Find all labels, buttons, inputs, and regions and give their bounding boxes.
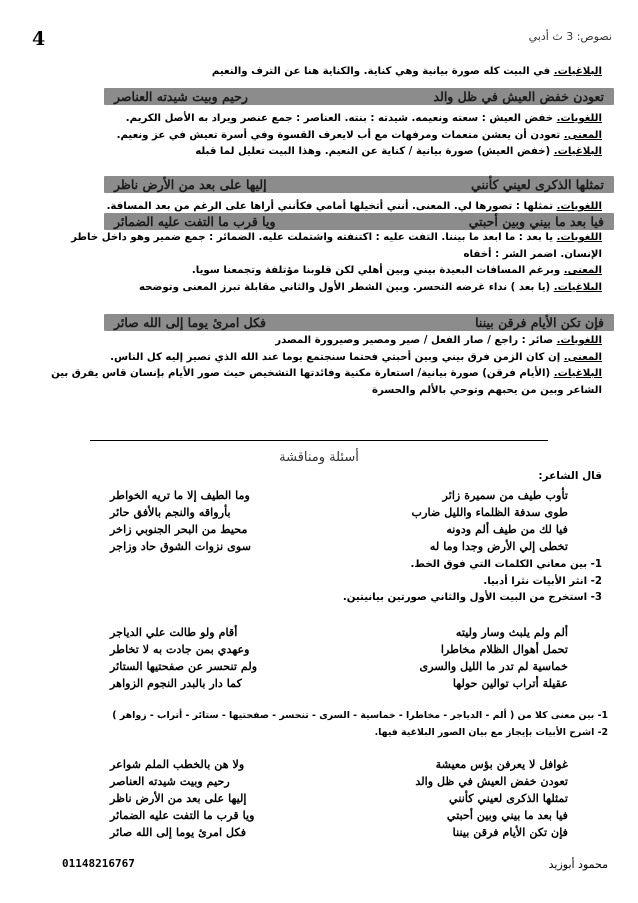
verse-hemistich-second: أقام ولو طالت علي الدياجر <box>110 625 238 639</box>
page-number: 4 <box>32 28 46 50</box>
note-text: تعودن أن يعشن منعمات ومرفهات مع أب لايعرف القسوة وفي أسرة تعيش في عز ونعيم. <box>116 129 564 141</box>
note-line <box>28 144 602 161</box>
verse-band-4 <box>104 314 614 331</box>
verse1-notes <box>28 111 602 161</box>
poem-verse <box>110 642 568 656</box>
section-divider <box>90 440 548 441</box>
verse-hemistich-second: محيط من البحر الجنوبي زاخر <box>110 522 248 536</box>
poem-verse <box>110 825 568 839</box>
question-item: 1- بين معاني الكلمات التي فوق الخط. <box>410 559 602 570</box>
question-list-2 <box>14 708 608 741</box>
verse-hemistich-first: تمثلها الذكرى لعيني كأنني <box>449 791 568 805</box>
verse-hemistich-first: تأوب طيف من سميرة زائر <box>442 488 568 502</box>
verse-hemistich-first: تحمل أهوال الظلام مخاطرا <box>440 642 568 656</box>
note-label: اللغويات. <box>556 232 602 243</box>
poem-verse <box>110 757 568 771</box>
note-label: اللغويات. <box>556 113 602 124</box>
verse-band-3 <box>104 213 614 230</box>
verse-hemistich-second: فكل امرئ يوما إلى الله صائر <box>110 825 247 839</box>
note-label: البلاغيات. <box>553 66 602 77</box>
note-text: (الأيام فرقن) صورة بيانية/ استعارة مكنية وفائدتها التشخيص حيث صور الأيام بإنسان قاس يفرق بين <box>51 368 554 379</box>
verse-hemistich-first: فيا بعد ما بيني وبين أحبتي <box>446 808 568 822</box>
note-text: تمثلها : تصورها لي. المعنى. أنني أتخيلها أمامي فكأنني أراها على الرغم من بعد المسافة. <box>106 201 557 212</box>
note-line <box>22 366 602 383</box>
question-item: 2- انثر الأبيات نثرا أدبيا. <box>483 575 602 587</box>
note-text: إن كان الزمن فرق بيني وبين أحبتي فحتما سنجتمع يوما عند الله الذي تصير إليه كل الناس. <box>110 351 564 363</box>
verse-hemistich-first: فإن تكن الأيام فرقن بيننا <box>475 315 604 330</box>
verse-hemistich-first: عقيلة أتراب توالين حولها <box>452 676 568 690</box>
note-line <box>22 247 602 264</box>
poem-verse <box>110 791 568 805</box>
question-item: 1- بين معنى كلا من ( ألم - الدياجر - مخاطرا - خماسية - السرى - تنحسر - صفحتيها - ستائر - أتراب - زواهر ) <box>112 710 608 721</box>
verse3-notes <box>22 230 602 296</box>
header-title: نصوص: 3 ث أدبي <box>528 30 612 43</box>
questions-title: أسئلة ومناقشة <box>279 450 359 465</box>
note-label: المعنى. <box>563 129 602 141</box>
note-line <box>22 230 602 247</box>
footer-phone: 01148216767 <box>62 857 135 870</box>
note-label: البلاغيات. <box>553 281 602 293</box>
poem-verse <box>110 676 568 690</box>
intro-line <box>28 64 602 81</box>
question-item: 2- اشرح الأبيات بإيجاز مع بيان الصور البلاغية فيها. <box>374 726 608 738</box>
poet-label: قال الشاعر: <box>538 470 602 482</box>
poem-verse <box>110 774 568 788</box>
note-label: البلاغيات. <box>553 146 602 157</box>
verse-hemistich-second: كما دار بالبدر النجوم الزواهر <box>110 676 242 690</box>
note-label: اللغويات. <box>556 335 602 346</box>
note-text: وبرغم المسافات البعيدة بيني وبين أهلي لكن قلوبنا مؤتلفة وتجمعنا سويا. <box>191 265 564 276</box>
verse-hemistich-second: إليها على بعد من الأرض ناظر <box>110 791 247 805</box>
verse-hemistich-second: ولم تنحسر عن صفحتيها الستائر <box>110 659 258 673</box>
note-label: المعنى. <box>563 351 602 363</box>
note-line <box>22 383 602 400</box>
verse-hemistich-first: فيا بعد ما بيني وبين أحبتي <box>468 214 604 229</box>
verse-hemistich-second: وعهدي بمن جادت به لا تخاطر <box>110 642 250 656</box>
verse-hemistich-first: تعودن خفض العيش في ظل والد <box>433 89 604 104</box>
verse-hemistich-first: تخطى إلي الأرض وجدا وما له <box>429 539 568 553</box>
note-label: البلاغيات. <box>553 368 602 379</box>
poem-verse <box>110 522 568 536</box>
note-line <box>22 333 602 350</box>
note-line <box>22 280 602 297</box>
verse-hemistich-second: إليها على بعد من الأرض ناظر <box>114 177 267 192</box>
verse-hemistich-second: وما الطيف إلا ما تريه الخواطر <box>110 488 250 502</box>
verse-hemistich-second: فكل امرئ يوما إلى الله صائر <box>114 315 267 330</box>
verse-hemistich-first: خماسية لم تدر ما الليل والسرى <box>419 659 568 673</box>
verse4-notes <box>22 333 602 399</box>
note-text: الشاعر وبين من يحبهم وتوحي بالألم والحسرة <box>371 384 602 396</box>
poem-verse <box>110 659 568 673</box>
note-text: يا بعد : ما ابعد ما بيننا. التفت عليه : اكتنفته واشتملت عليه. الضمائر : جمع ضمير وهو داخل خاطر <box>71 232 557 243</box>
poem-verse <box>110 808 568 822</box>
verse-hemistich-second: رحيم وبيت شيدته العناصر <box>114 89 248 104</box>
note-text: (خفض العيش) صورة بيانية / كناية عن النعيم. وهذا البيت تعليل لما قبله <box>195 146 554 157</box>
verse-hemistich-second: بأرواقه والنجم بالأفق حائر <box>110 505 231 519</box>
verse-hemistich-first: ألم ولم يلبث وسار وليته <box>455 625 568 639</box>
note-text: خفض العيش : سعته ونعيمه. شيدته : بنته. العناصر : جمع عنصر ويراد به الأصل الكريم. <box>125 113 557 124</box>
verse-hemistich-first: تعودن خفض العيش في ظل والد <box>415 774 568 788</box>
poem-verse <box>110 505 568 519</box>
footer-author: محمود أبوزيد <box>548 858 608 871</box>
question-item: 3- استخرج من البيت الأول والثاني صورتين بيانيتين. <box>342 592 602 603</box>
verse-hemistich-first: فيا لك من طيف ألم ودونه <box>446 522 568 536</box>
poem-verse <box>110 625 568 639</box>
verse-hemistich-first: غوافل لا يعرفن بؤس معيشة <box>435 757 568 771</box>
verse-band-2 <box>104 176 614 193</box>
poem-verse <box>110 488 568 502</box>
note-text: الإنسان. اضمر الشر : أخفاه <box>463 248 602 260</box>
verse-hemistich-second: ولا هن بالخطب الملم شواعر <box>110 757 245 771</box>
poem-verse <box>110 539 568 553</box>
verse-hemistich-first: طوى سدفة الظلماء والليل ضارب <box>411 505 568 519</box>
verse-hemistich-second: سوى نزوات الشوق حاد وزاجر <box>110 539 252 553</box>
verse-band-1 <box>104 88 614 105</box>
verse-hemistich-first: تمثلها الذكرى لعيني كأنني <box>471 177 604 192</box>
verse-hemistich-second: ويا قرب ما التفت عليه الضمائر <box>114 214 276 229</box>
note-line <box>22 263 602 280</box>
verse-hemistich-second: ويا قرب ما التفت عليه الضمائر <box>110 808 255 822</box>
note-label: المعنى. <box>563 265 602 276</box>
note-line <box>28 128 602 145</box>
note-line <box>28 111 602 128</box>
note-text: صائر : راجع / صار الفعل / صير ومصير وصيرورة المصدر <box>275 335 557 346</box>
note-line <box>22 350 602 367</box>
note-label: اللغويات. <box>556 201 602 212</box>
verse-hemistich-second: رحيم وبيت شيدته العناصر <box>110 774 230 788</box>
verse-hemistich-first: فإن تكن الأيام فرقن بيننا <box>452 825 568 839</box>
note-text: في البيت كله صورة بيانية وهي كناية. والكناية هنا عن الترف والنعيم <box>211 66 554 77</box>
question-list-1 <box>28 557 602 607</box>
note-text: (يا بعد ) نداء غرضه التحسر. وبين الشطر الأول والثاني مقابلة تبرز المعنى وتوضحه <box>139 281 554 293</box>
